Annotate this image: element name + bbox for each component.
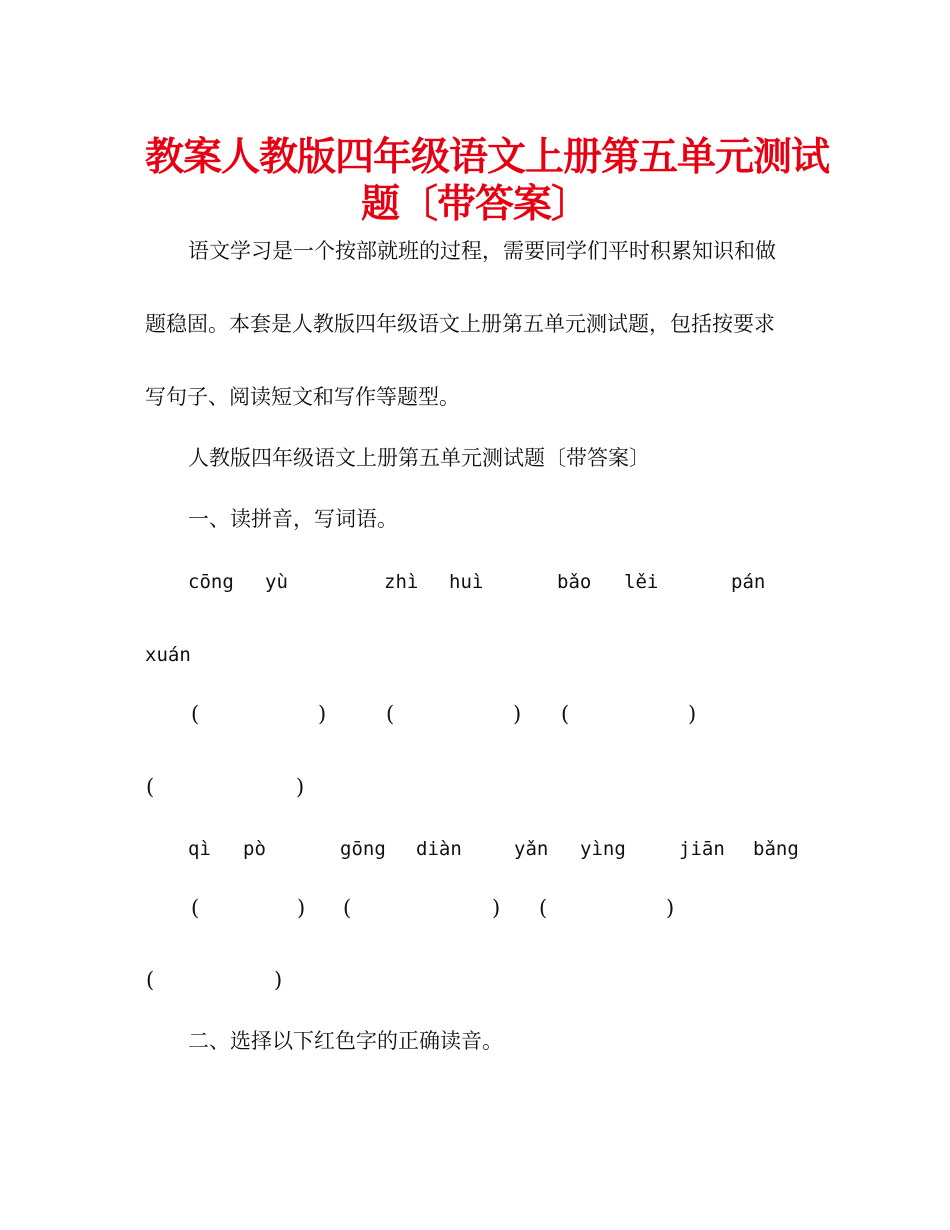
pinyin-syllable: lěi xyxy=(624,571,659,593)
document-title-line-1: 教案人教版四年级语文上册第五单元测试 xyxy=(145,135,830,180)
pinyin-syllable: yǎn xyxy=(514,838,549,860)
pinyin-syllable: zhì xyxy=(384,571,419,593)
section-1-heading: 一、读拼音，写词语。 xyxy=(188,507,398,531)
intro-line-2: 题稳固。本套是人教版四年级语文上册第五单元测试题，包括按要求 xyxy=(145,312,775,336)
answer-blank-close: ) xyxy=(688,702,697,726)
answer-blank-open: ( xyxy=(191,702,200,726)
answer-blank-open: ( xyxy=(191,896,200,920)
answer-blank-close: ) xyxy=(296,775,305,799)
answer-blank-close: ) xyxy=(492,896,501,920)
pinyin-syllable: huì xyxy=(449,571,484,593)
pinyin-syllable: xuán xyxy=(145,644,191,666)
answer-blank-close: ) xyxy=(274,968,283,992)
intro-line-1: 语文学习是一个按部就班的过程，需要同学们平时积累知识和做 xyxy=(188,239,776,263)
document-title-line-2: 题〔带答案〕 xyxy=(360,182,589,227)
answer-blank-close: ) xyxy=(513,702,522,726)
pinyin-syllable: jiān xyxy=(679,838,725,860)
document-subtitle: 人教版四年级语文上册第五单元测试题〔带答案〕 xyxy=(188,446,650,470)
pinyin-syllable: pò xyxy=(243,838,266,860)
pinyin-syllable: bǎo xyxy=(557,571,592,593)
answer-blank-open: ( xyxy=(386,702,395,726)
answer-blank-close: ) xyxy=(666,896,675,920)
answer-blank-open: ( xyxy=(146,775,155,799)
pinyin-syllable: cōng xyxy=(188,571,234,593)
section-2-heading: 二、选择以下红色字的正确读音。 xyxy=(188,1029,503,1053)
intro-line-3: 写句子、阅读短文和写作等题型。 xyxy=(145,385,460,409)
answer-blank-close: ) xyxy=(297,896,306,920)
answer-blank-open: ( xyxy=(539,896,548,920)
pinyin-syllable: qì xyxy=(188,838,211,860)
pinyin-syllable: yìng xyxy=(580,838,626,860)
pinyin-syllable: diàn xyxy=(416,838,462,860)
answer-blank-open: ( xyxy=(343,896,352,920)
answer-blank-close: ) xyxy=(318,702,327,726)
pinyin-syllable: gōng xyxy=(340,838,386,860)
answer-blank-open: ( xyxy=(146,968,155,992)
pinyin-syllable: pán xyxy=(731,571,766,593)
pinyin-syllable: yù xyxy=(265,571,288,593)
pinyin-syllable: bǎng xyxy=(753,838,799,860)
answer-blank-open: ( xyxy=(561,702,570,726)
